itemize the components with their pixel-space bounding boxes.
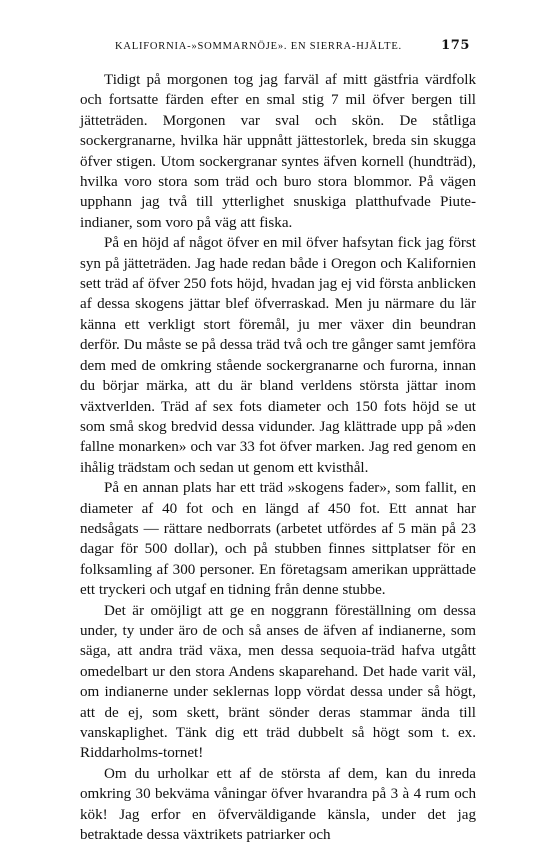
- paragraph: Tidigt på morgonen tog jag farväl af mitt gästfria värdfolk och fortsatte färden efter en smal stig 7 mil öfver bergen till jätteträden. Morgonen var sval och skön. De ståtliga sockergranarne, hvilka här uppnått jättestorlek, breda sin skugga öfver stigen. Utom sockergranar syntes äfven kornell (hundträd), hvilka voro stora som träd och buro stora blommor. På vägen upphann jag två till ytterlighet snuskiga platthufvade Piute-indianer, som voro på väg att fiska.: [80, 72, 476, 231]
- paragraph: På en höjd af något öfver en mil öfver hafsytan fick jag först syn på jätteträden. Jag hade redan både i Oregon och Kalifornien sett träd af öfver 250 fots höjd, hvadan jag ej vid första anblicken af dessa skogens jättar blef öfverraskad. Men ju närmare du lär känna ett verkligt stort föremål, ju mer växer din beundran derför. Du måste se på dessa träd två och tre gånger samt jemföra dem med de omkring stående sockergranarne och furorna, innan du börjar märka, att du är bland verldens största jättar inom växtverlden. Träd af sex fots diameter och 150 fots höjd se ut som små skog bredvid dessa vidunder. Jag klättrade upp på »den fallne monarken» och var 33 fot öfver marken. Jag red genom en ihålig trädstam och sedan ut genom ett kvisthål.: [80, 235, 476, 476]
- paragraph: Om du urholkar ett af de största af dem, kan du inreda omkring 30 bekväma våningar öfver hvarandra på 3 à 4 rum och kök! Jag erfor en öfverväldigande känsla, under det jag betraktade dessa växtrikets patriarker och: [80, 765, 476, 844]
- paragraph: Det är omöjligt att ge en noggrann föreställning om dessa under, ty under äro de och så anses de äfven af indianerne, som säga, att andra träd växa, men dessa sequoia-träd hafva utgått omedelbart ur den stora Andens skaparehand. Det hade varit väl, om indianerne under seklernas lopp vördat dessa under så högt, att de ej, som skett, bränt sönder deras stammar ända till vanskaplighet. Tänk dig ett träd dubbelt så högt som t. ex. Riddarholms-tornet!: [80, 602, 476, 762]
- paragraph: På en annan plats har ett träd »skogens fader», som fallit, en diameter af 40 fot och en längd af 450 fot. Ett annat har nedsågats — rättare nedborrats (arbetet utfördes af 5 män på 23 dagar för 500 dollar), och på stubben finnes sittplatser för en folksamling af 300 personer. En företagsam amerikan upprättade ett tryckeri och utgaf en tidning från denne stubbe.: [80, 480, 476, 599]
- page-number: 175: [441, 38, 470, 53]
- running-header: [115, 38, 470, 53]
- body-text: [80, 70, 476, 845]
- running-title: KALIFORNIA-»SOMMARNÖJE». EN SIERRA-HJÄLTE.: [115, 41, 402, 52]
